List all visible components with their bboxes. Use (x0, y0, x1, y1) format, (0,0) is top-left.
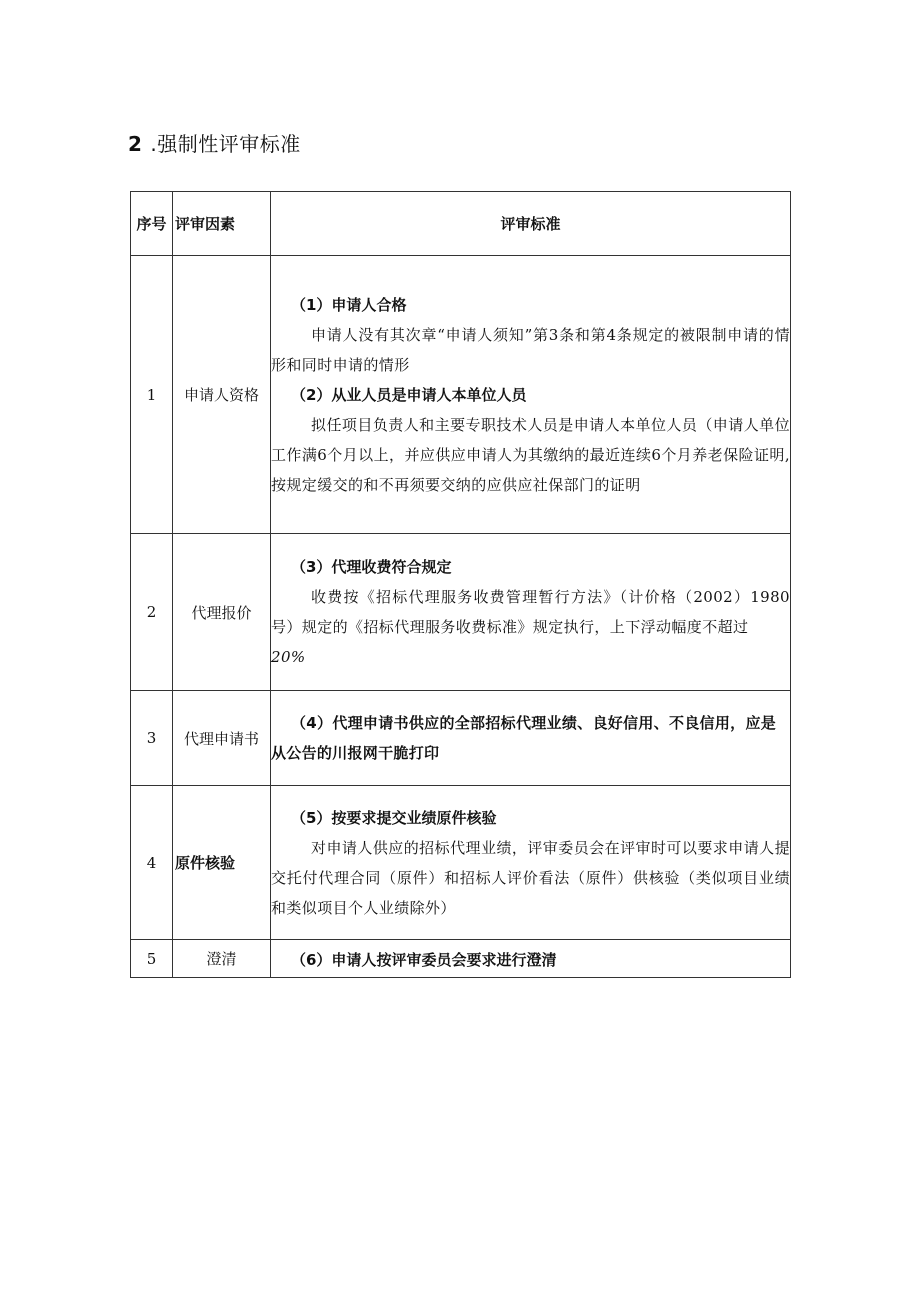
row-seq: 1 (131, 256, 173, 534)
criterion-title: （6）申请人按评审委员会要求进行澄清 (291, 951, 557, 969)
criterion-body-text: 收费按《招标代理服务收费管理暂行方法》（计价格（2002）1980号）规定的《招标代理服务收费标准》规定执行，上下浮动幅度不超过 (271, 588, 790, 636)
criterion-body: 对申请人供应的招标代理业绩，评审委员会在评审时可以要求申请人提交托付代理合同（原件）和招标人评价看法（原件）供核验（类似项目业绩和类似项目个人业绩除外） (271, 838, 790, 917)
row-seq: 3 (131, 691, 173, 786)
row-standard (271, 256, 791, 534)
row-standard (271, 691, 791, 786)
section-title: .强制性评审标准 (150, 132, 301, 156)
criterion-title: （2）从业人员是申请人本单位人员 (291, 385, 527, 404)
header-factor: 评审因素 (173, 192, 271, 256)
table-header-row (131, 192, 791, 256)
row-standard (271, 940, 791, 978)
evaluation-criteria-table (130, 191, 791, 978)
row-factor: 代理申请书 (173, 691, 271, 786)
header-standard: 评审标准 (271, 192, 791, 256)
row-seq: 4 (131, 786, 173, 940)
criterion-title: （1）申请人合格 (291, 295, 407, 314)
table-row (131, 256, 791, 534)
row-factor: 申请人资格 (173, 256, 271, 534)
table-row (131, 940, 791, 978)
table-row (131, 786, 791, 940)
criterion-body: 拟任项目负责人和主要专职技术人员是申请人本单位人员（申请人单位工作满6个月以上，并应供应申请人为其缴纳的最近连续6个月养老保险证明,按规定缓交的和不再须要交纳的应供应社保部门的证明 (271, 415, 790, 494)
criterion-title: （3）代理收费符合规定 (291, 558, 452, 576)
table-row (131, 534, 791, 691)
row-seq: 5 (131, 940, 173, 978)
criterion-title: （5）按要求提交业绩原件核验 (291, 808, 497, 827)
criterion-body: 申请人没有其次章“申请人须知”第3条和第4条规定的被限制申请的情形和同时申请的情形 (271, 325, 790, 374)
section-number: 2 (128, 132, 143, 156)
section-heading (128, 128, 301, 157)
fee-float-percent: 20% (271, 648, 306, 666)
row-factor: 代理报价 (173, 534, 271, 691)
row-seq: 2 (131, 534, 173, 691)
row-factor: 澄清 (173, 940, 271, 978)
row-factor: 原件核验 (173, 786, 271, 940)
row-standard (271, 786, 791, 940)
row-standard (271, 534, 791, 691)
criterion-body (271, 582, 790, 672)
criterion-title: （4）代理申请书供应的全部招标代理业绩、良好信用、不良信用，应是从公告的川报网干脆打印 (271, 714, 777, 762)
header-seq: 序号 (131, 192, 173, 256)
table-row (131, 691, 791, 786)
